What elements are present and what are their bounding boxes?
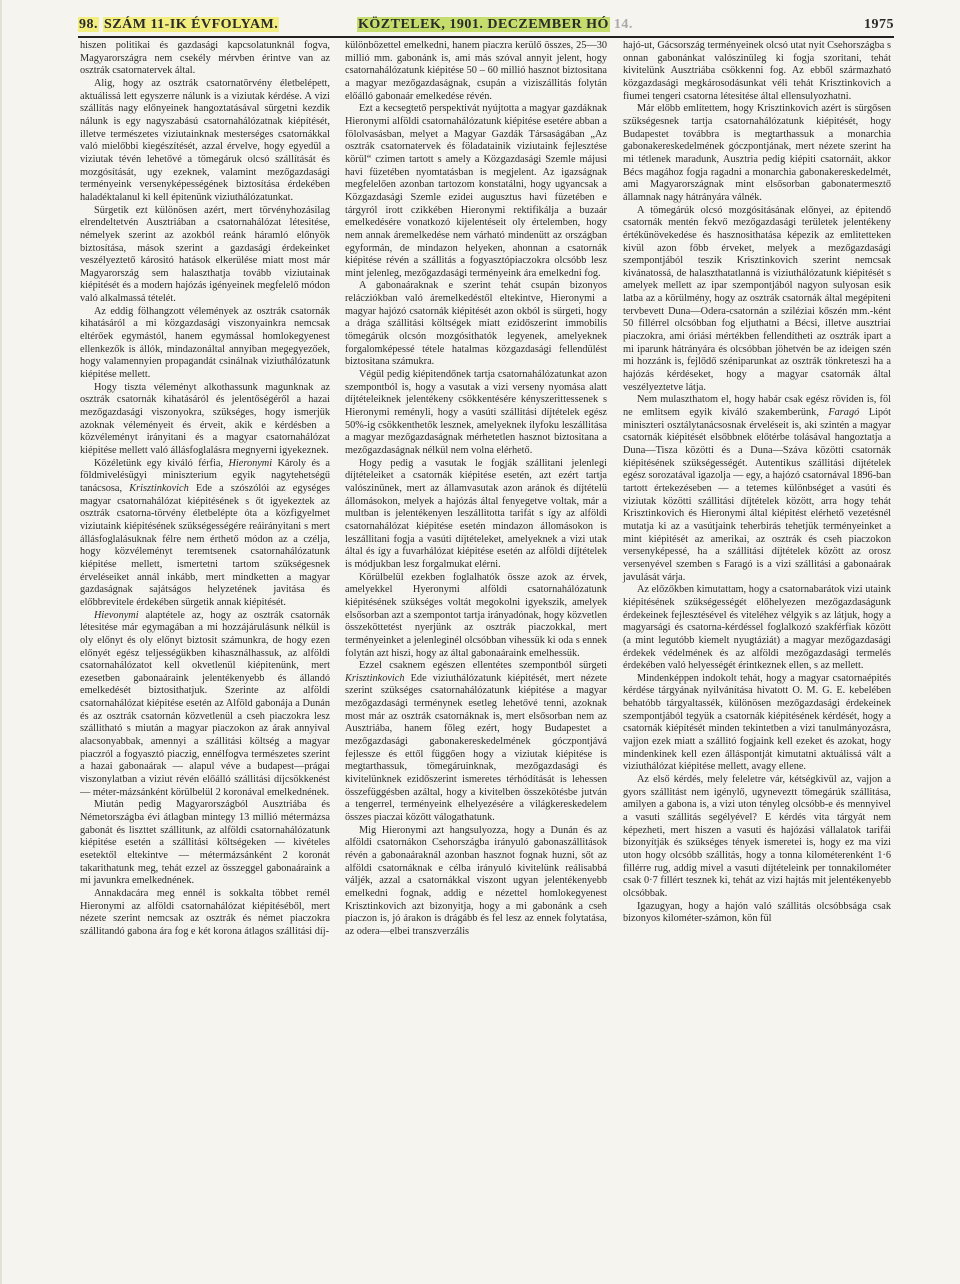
left-page-edge	[0, 0, 2, 1284]
issue-number: 98.	[79, 17, 98, 32]
paragraph: A tömegárúk olcsó mozgósitásának előnyei, az épitendő csatornák mentén fekvő mezőgazdasági területek jelentékeny értékünövekedése és hasznosithatása képezik az emlitetteken kivül azon főbb érveket, melyek a mezőgazdasági szempontjából teszik Krisztinkovich szerint nemcsak kivánatossá, de halaszthatatlanná is viziuthálózatunk kiépitését s amelyek mellett az ipar szempontjából nagyon sulyosan esik latba az a körülmény, hogy az osztrák csatornák által megépiteni tervbevett Duna—Odera-csatornán a sziléziai kőszén mm.-ként 50 fillérrel olcsóbban fog eljuthatni a Bécsi, illetve ausztriai piaczokra, ami óriási mértékben fellendítheti az osztrák ipart a mi iparunk hátrányára és olcsóbban jöhetvén be az ideigen szén mi hozzánk is, fejlődő széniparunkat az osztrák tönkreteszi ha a hajózás kérdéseket, hogy a magyar csatornák által veszélyeztetve látja.	[623, 204, 891, 393]
paragraph: Hogy tiszta véleményt alkothassunk magunknak az osztrák csatornák kihatásáról és jelentőségéről a hazai mezőgazdasági viszonyokra, szükséges, hogy ismerjük azoknak véleményeit és érveit, akik e kérdésben a közvéleményt irányitani és a magyar csatornahálózat kiépitése mellett való állásfoglalásra megnyerni igyekeznek.	[80, 381, 330, 456]
paragraph: Közéletünk egy kiváló férfia, Hieronymi Károly és a földmivelésügyi miniszterium egyik nagytehetségű tanácsosa, Krisztinkovich Ede a szószólói az egységes magyar csatornahálózat kiépitésének s őt igyekeztek az osztrák csatorna-törvény életbelépte óta a közfigyelmet viziutaink kiépitésének szükségességére reáirányitani s mert állásfoglalásuknak félre nem érthető módon az a czélja, hogy közvéleményt teremtsenek csatornahálózatunk kiépitése mellett, ismertetni tartom szükségesnek érveléseiket annál inkább, mert mindketten a magyar gazdaságnak sajátságos helyzetének javitása és előbbrevitele érdekében sürgetik annak kiépitését.	[80, 457, 330, 608]
paragraph: Végül pedig kiépitendőnek tartja csatornahálózatunkat azon szempontból is, hogy a vasutak a vizi verseny nyomása alatt díjtételeiknek jelentékeny csökkentésére kényszerittessenek s Hieronymi reményli, hogy a vasúti szállitási díjtételek egész 50%-ig csökkenthetők lesznek, amelyeknek ilyfoku leszállitása a magyar mezőgazdaságnak mérhetetlen hasznot biztositana a mezőgazdaságnak nélkül nem volna elérhető.	[345, 369, 607, 456]
column-1	[80, 40, 330, 939]
person-name: Krisztinkovich	[129, 482, 189, 494]
paragraph: Az eddig fölhangzott vélemények az osztrák csatornák kihatásáról a mi közgazdasági viszonyainkra nemcsak eltérőek egymástól, hanem egymással homlokegyenest ellenkezők is állók, mindazonáltal annyiban megegyezőek, hogy valamennyien propagandát csinálnak viziuthálózatunk kiépitése mellett.	[80, 305, 330, 381]
publication-day: 14.	[613, 17, 633, 32]
paragraph: hiszen politikai és gazdasági kapcsolatunknál fogva, Magyarországra nem csekély mérvben érintve van az osztrák csatornatervek által.	[80, 40, 330, 77]
publication-date	[357, 17, 633, 33]
paragraph: Hogy pedig a vasutak le fogják szállitani jelenlegi díjtételeiket a csatornák kiépitése esetén, azt ezért tartja valószinünek, mert az államvasutak azon aránok és díjtételü állomásokon, melyek a hajózás által fenyegetve voltak, már a multban is jelentékenyen leszállitotta tarifát s így az alföldi csatornahálózat kiépitése esetén mindazon állomásokon is leszállitani fogja a vasúti díjtételeket, amelyeknek a vizi utak által és így a fuvarhálózat kiépitése esetén az alföldi díjtételek is módjukban lesz forgalmukat elérni.	[345, 457, 607, 570]
person-name: Hievonymi	[94, 609, 139, 621]
paragraph: különbözettel emelkedni, hanem piaczra kerülő összes, 25—30 millió mm. gabonánk is, ami más szóval annyit jelent, hogy csatornahálózatunk kiépitése 50 – 60 millió hasznot biztositana a magyar mezőgazdaságnak, csupán a viziszállitás folytán előálló gabonaár emelkedése révén.	[345, 40, 607, 102]
publication-name-date: KÖZTELEK, 1901. DECZEMBER HÓ	[358, 17, 609, 32]
paragraph: Ezzel csaknem egészen ellentétes szempontból sürgeti Krisztinkovich Ede viziuthálózatunk kiépitését, mert nézete szerint szükséges csatornahálózatunk kiépitése a magyar mezőgazdasági terménynek esetleg lehetővé tenni, azoknak most már az osztrák csatornáknak is, mert elsősorban nem az Ausztriába, hanem főleg ezért, hogy Budapestet a mezőgazdasági gabonakereskedelmének góczpontjává fejlessze és ettől függően hogy a viziutak kiépitése is megtarthassuk, tömegáruinknak, mezőgazdasági és kivitelünknek ezidőszerint ismeretes térhódítását is lehessen összefüggésben azáltal, hogy a kivitelben összekötésbe jutván a tengerrel, terményeink elhelyezésére a világkereskedelem összes piaczai között válogathatunk.	[345, 660, 607, 824]
paragraph: Az első kérdés, mely feleletre vár, kétségkivül az, vajjon a gyors szállitást nem igénylő, ugyneveztt tömegárúk szállitása, amilyen a gabona is, a vizi uton tényleg olcsóbb-e és mennyivel a vasuti szállitás segélyével? E kérdés vita tárgyát nem képezheti, mert hiszen a vasuti és hajózási vállalatok tarifái bizonyítják és szükséges tények ismeretei is, hogy ez ma vizi uton hogy olcsóbb szállitás, hogy a tonna kilométerenként 1·6 fillérre rug, addig mivel a vasuti díjtételeink per tonnakilométer csak 0·7 fillért tesznek ki, tehát az vizi hajtás mit jelentékenyebb olcsóbbak.	[623, 774, 891, 899]
paragraph: Mig Hieronymi azt hangsulyozza, hogy a Dunán és az alföldi csatornákon Csehországba irányuló gabonaszállitások révén a gabonaáraknál azonban hasznot fognak huzni, sőt az alföldi csatornáknak e célba irányuló kivitelünk reálisabbá váljék, azzal a csatornákkal viszont ugyan jelentékenyebb emelkedni fognak, addig e nézettel homlokegyenest Krisztinkovich azt bizonyitja, hogy a mi gabonánk a cseh piaczon is, jó árakon is drágább és fel lesz az ennek folytatása, az odera—elbei transzverzális	[345, 824, 607, 937]
paragraph: Sürgetik ezt különösen azért, mert törvényhozásilag elrendeltetvén Ausztriában a csatornahálózat létesitése, némelyek szerint az azokból reánk háramló előnyök biztosítása, mások szerint a gazdasági érdekeinket veszélyeztető kárositó hatások elkerülése miatt most már Magyarország sem halaszthatja tovább viziutainak kiépitését és a modern hajózás igényeinek megfelelő módon való alkalmassá tételét.	[80, 204, 330, 305]
page-number: 1975	[864, 17, 894, 32]
paragraph: Már előbb említettem, hogy Krisztinkovich azért is sürgősen szükségesnek tartja csatornahálózatunk kiépitését, hogy Budapestet továbbra is megtarthassuk a monarchia gabonakereskedelmének góczpontjának, mert nézete szerint ha mi tétlenek maradunk, Ausztria pedig kiépiti csatornáit, akkor Bécs magához fogja ragadni a monarchia gabonakereskedelmét, ami Magyarországnak mint elsősorban gabonatermesztő államnak nagy hátrányára válnék.	[623, 103, 891, 203]
paragraph: Miután pedig Magyarországból Ausztriába és Németországba évi átlagban mintegy 13 millió métermázsa gabonát és liszttet szállitunk, az alföldi csatornahálózatunk kiépitése esetén a szállitási költségeken — kivételes esetektől eltekintve — métermázsánként 2 koronát takarithatunk meg, tehát ezzel az összeggel gabonaáraink a mi javunkra emelkednének.	[80, 799, 330, 887]
issue-label	[78, 17, 279, 33]
issue-volume: SZÁM 11-IK ÉVFOLYAM.	[104, 17, 279, 32]
column-3	[623, 40, 891, 926]
column-2	[345, 40, 607, 939]
paragraph: A gabonaáraknak e szerint tehát csupán bizonyos relácziókban való áremelkedéstől eltekintve, Hieronymi a magyar hajózó csatornák kiépitését azon okból is sürgeti, hogy a drága szállitási költségek miatt ezidőszerint immobilis tömegárúk olcsón mozgósithatók legyenek, amelyeknek forgalomképessé tétele hatalmas közgazdasági fellendülést biztositana számukra.	[345, 280, 607, 368]
paragraph: Annakdacára meg ennél is sokkalta többet remél Hieronymi az alföldi csatornahálózat kiépitéséből, mert nézete szerint nemcsak az osztrák és német piaczokra szállitandó gabona ára fog e két korona átlagos szállitási díj-	[80, 887, 330, 937]
paragraph: Hievonymi alaptétele az, hogy az osztrák csatornák létesitése már egymagában a mi hozzájárulásunk nélkül is oly előnyt és oly előnyt biztosit számunkra, de hogy ezen előnyét egész teljességükben kihasználhassuk, az alföldi csatornahálózatot kell okvetlenül kiépitenünk, mert ezesetben gabonaáraink jelentékenyebb és állandó emelkedését biztosithatjuk. Szerinte az alföldi csatornahálózat kiépitése esetén az Alföld gabonája a Dunán és az osztrák csatornán közvetlenül a cseh piaczokra lesz szállitható s miután a magyar piaczokon az árak annyival alacsonyabbak, amennyi a szállitási költség a magyar piaczról a fogyasztó piaczig, ennélfogva természetes szerint a hazai gabonaárak — alapul véve a budapest—prágai viszonylatban a viziut révén előálló szállitási díjcsökkenést — méter-mázsánként körülbelül 2 koronával emelkednének.	[80, 609, 330, 798]
paragraph: Ezt a kecsegtető perspektivát nyújtotta a magyar gazdáknak Hieronymi alföldi csatornahálózatunk kiépitése esetére abban a fölolvasásban, melyet a Magyar Gazdák Társaságában „Az osztrák csatornatervek és föladatainik viziutaink fejlesztése körül“ czimen tartott s amely a Közgazdasági Szemle májusi havi füzetében nyomtatásban is megjelent. Az igazságnak megfelelően azonban tartozom konstatálni, hogy ugyancsak a Közgazdasági Szemle ezidei augusztus havi füzetében e tárgyról irott czikkében Hieronymi rektifikálja a buzaár emelkedésére vonatkozó kijelentéseit oly értelemben, hogy nem annak áremelkedése nem várható mindenütt az országban egyformán, de mindazon helyeken, ahonnan a csatornák kiépitése révén a szállitás a fogyasztópiaczokra olcsóbb lesz mint jelenleg, mezőgazdasági terményeink ára emelkedni fog.	[345, 103, 607, 279]
paragraph: Alig, hogy az osztrák csatornatörvény életbelépett, aktuálissá lett egyszerre nálunk is a viziutak kérdése. A vizi szállítás nagy előnyeinek hangoztatásával sürgetni kezdik nálunk is egy nagyszabású csatornahálózatnak kiépítését, illetve természetes viziutainknak mesterséges csatornákkal való mielőbbi kiegészítését, azzal érvelve, hogy egyedül a viziutak tévén lehetővé a tömegáruk olcsó szállítását és mozgósítását, ugy ezeknek, valamint mezőgazdasági terményeink versenyképességének biztosítása érdekében haladéktalanul ki kell épitenünk viziuthálózatunkat.	[80, 77, 330, 203]
paragraph: Az előzőkben kimutattam, hogy a csatornabarátok vizi utaink kiépitésének szükségességét előhelyezen mezőgazdaságunk érdekeinek fejlesztésével és viteléhez vélgyik s az látjuk, hogy a magyarsági és csatorna-kérdéssel foglalkozó szakférfiak között (a mint legutóbb kiemelt nyugtáziát) a magyar mezőgazdasági érdekek védelmének és az alföldi mezőgazdasági termelés érdekében való helyességét érintkeznek ellen, s az mellett.	[623, 584, 891, 672]
paragraph: hajó-ut, Gácsország terményeinek olcsó utat nyit Csehországba s onnan gabonánkat valószinüleg ki fogja szoritani, tehát kivitelünk Ausztriába csökkenni fog. Az ebből származható közgazdasági megkárosodásunkat véli tehát Krisztinkovich a fiumei tengeri csatorna létesitése által ellensulyozhatni.	[623, 40, 891, 102]
paragraph: Nem mulaszthatom el, hogy habár csak egész röviden is, föl ne emlitsem egyik kiváló szakemberünk, Faragó Lipót miniszteri osztálytanácsosnak érveléseit is, aki szintén a magyar csatornák kiépitését elsőbbnek előtérbe tolásával hangoztatja a Duna—Tisza közötti és a Duna—Száva közötti csatornák kiépitésének szükségességét. Autentikus szállitási díjtételek egész sorozatával igazolja — egy, a hajózó csatornával 1896-ban tartott értekezéseben — a tetemes különbséget a vasúti és viziutak közötti szállitási díjtételek között, arra hogy tehát Krisztinkovich és Hieronymi által kiépitést elérhető vezetésnél mutatja ki az a vasútjaink teherbirás tehetjük terményeinket a mint kiépitését az amerikai, az osztrák és cseh piaczokon versenyképessé, ha a szállitási díjtételek között az orosz versenyével szemben s Faragó is a vizi szállitási a gabonaárak javulását várja.	[623, 394, 891, 583]
paragraph: Körülbelül ezekben foglalhatók össze azok az érvek, amelyekkel Hyeronymi alföldi csatornahálózatunk kiépitésének szükséges voltát megokolni igyekszik, amelyek elsősorban azt a szempontot tartja irányadónak, hogy közvetlen összeköttetést nyerjünk az osztrák piaczokkal, mert terményeinket a jelenleginél olcsóbban vihessük ki oda s ennek folytán azt hiszi, hogy az által gabonaáraink emelhessük.	[345, 571, 607, 659]
paragraph: Mindenképpen indokolt tehát, hogy a magyar csatornaépités kérdése tárgyának nyilvánítása hivatott O. M. G. E. kebelében behatóbb tárgyaltassék, különösen mezőgazdasági érdekeinek szempontjából tegyük a csatornák kiépitésének kérdését, hogy a csatornák kiépítését minden tekintetben a vizi tanulmányozásra, vajjon ezek miatt a szállitó fogjaink kell ezeket és azokat, hogy mindenkinek kell ezen álláspontját kimutatni aktuálissá vált a viziuthálózat kiépitése mellett, avagy ellene.	[623, 672, 891, 773]
paragraph: Igazugyan, hogy a hajón való szállitás olcsóbbsága csak bizonyos kilométer-számon, kön fül	[623, 900, 891, 925]
person-name: Krisztinkovich	[345, 672, 405, 684]
person-name: Faragó	[828, 407, 860, 419]
person-name: Hieronymi	[228, 457, 273, 469]
page-header	[78, 8, 894, 38]
